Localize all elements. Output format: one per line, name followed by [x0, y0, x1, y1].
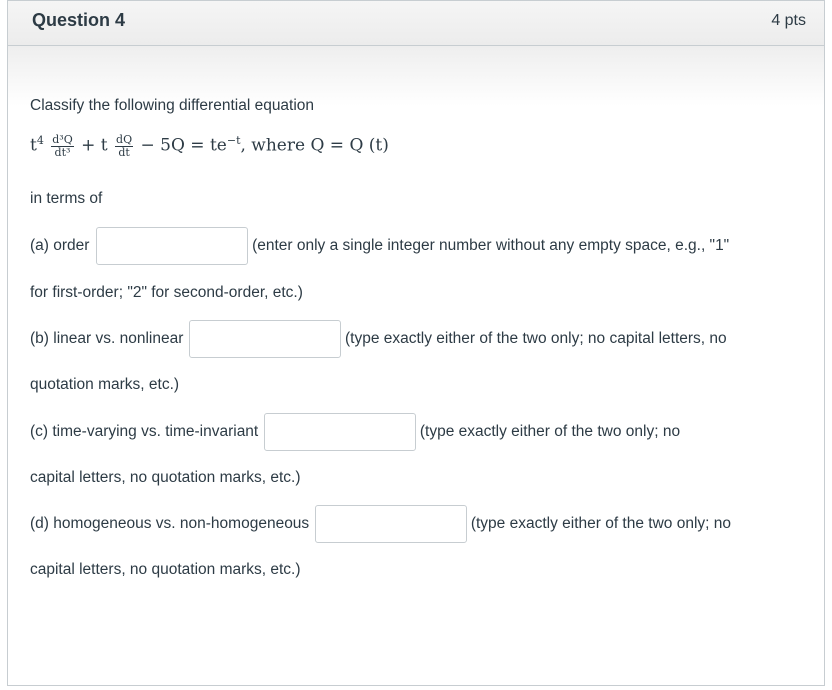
- part-b-row: [30, 320, 727, 358]
- part-d-label: (d) homogeneous vs. non-homogeneous: [30, 515, 310, 533]
- part-d-instruction-cont: capital letters, no quotation marks, etc.): [30, 561, 301, 578]
- order-input[interactable]: [96, 227, 248, 265]
- eq-frac2-denominator: dt: [118, 145, 130, 159]
- part-a-row: [30, 227, 729, 265]
- eq-where-clause: , where Q = Q (t): [240, 135, 389, 156]
- part-d-instruction: (type exactly either of the two only; no: [470, 515, 732, 533]
- eq-plus-t: + t: [81, 135, 108, 156]
- part-c-instruction-cont: capital letters, no quotation marks, etc.): [30, 469, 301, 486]
- time-variance-input[interactable]: [264, 413, 416, 451]
- part-b-instruction: (type exactly either of the two only; no capital letters, no: [344, 330, 727, 348]
- eq-rest: − 5Q = te: [140, 135, 227, 156]
- eq-frac2-numerator: dQ: [116, 133, 133, 147]
- part-b-label: (b) linear vs. nonlinear: [30, 330, 184, 348]
- differential-equation: [30, 134, 389, 158]
- part-c-label: (c) time-varying vs. time-invariant: [30, 423, 259, 441]
- part-a-label: (a) order: [30, 237, 90, 255]
- linearity-input[interactable]: [189, 320, 341, 358]
- homogeneity-input[interactable]: [315, 505, 467, 543]
- eq-frac1-denominator: dt³: [54, 145, 71, 159]
- part-c-row: [30, 413, 680, 451]
- part-d-row: [30, 505, 731, 543]
- part-a-instruction: (enter only a single integer number without any empty space, e.g., "1": [252, 237, 730, 255]
- eq-first-derivative: [115, 134, 133, 158]
- part-c-instruction: (type exactly either of the two only; no: [419, 423, 681, 441]
- in-terms-of: in terms of: [30, 190, 103, 207]
- eq-t: t: [30, 135, 37, 156]
- eq-third-derivative: [51, 134, 73, 158]
- question-card: [7, 0, 825, 686]
- part-b-instruction-cont: quotation marks, etc.): [30, 376, 180, 393]
- question-title: Question 4: [32, 10, 126, 30]
- question-header: [8, 1, 824, 46]
- prompt-intro: Classify the following differential equation: [30, 97, 315, 114]
- part-a-instruction-cont: for first-order; "2" for second-order, etc.): [30, 284, 303, 301]
- eq-frac1-numerator: d³Q: [52, 133, 73, 147]
- question-points: 4 pts: [771, 12, 806, 29]
- eq-exponent-neg-t: −t: [226, 134, 241, 147]
- eq-t-exponent: 4: [36, 134, 44, 147]
